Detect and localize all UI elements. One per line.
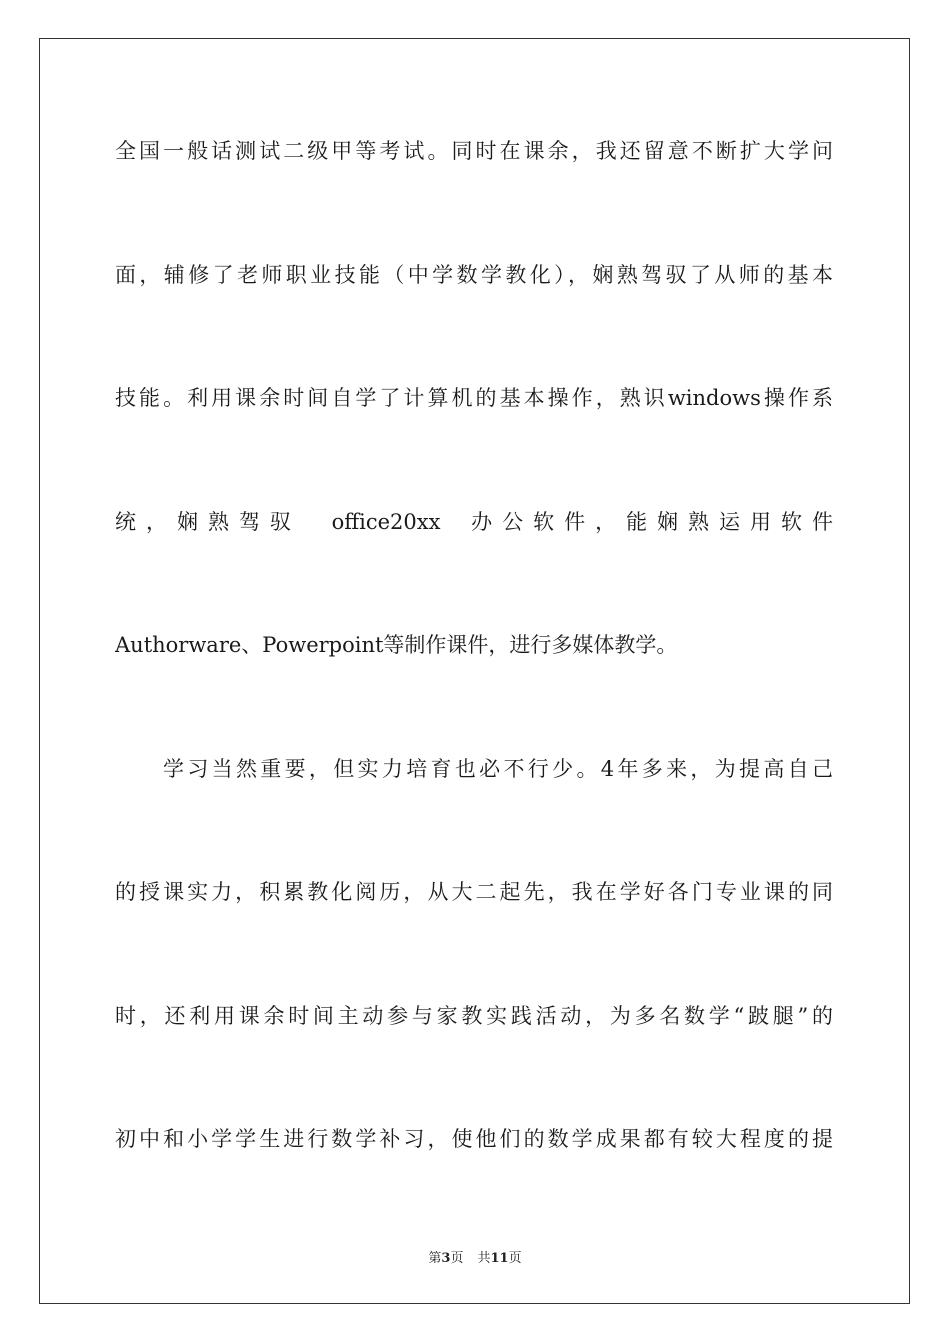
- text-line: 面，辅修了老师职业技能（中学数学教化），娴熟驾驭了从师的基本: [115, 262, 833, 287]
- text-line: 统，娴熟驾驭 office20xx 办公软件，能娴熟运用软件: [115, 509, 833, 534]
- text-line: 技能。利用课余时间自学了计算机的基本操作，熟识windows操作系: [115, 386, 833, 410]
- text-line: 初中和小学学生进行数学补习，使他们的数学成果都有较大程度的提: [115, 1127, 833, 1151]
- page-suffix: 页: [450, 1251, 464, 1266]
- total-pages: 11: [490, 1251, 509, 1266]
- total-prefix: 共: [477, 1251, 491, 1266]
- text-line: 的授课实力，积累教化阅历，从大二起先，我在学好各门专业课的同: [115, 880, 833, 904]
- page-prefix: 第: [428, 1251, 442, 1266]
- paragraph-first-line: 学习当然重要，但实力培育也必不行少。4年多来，为提高自己: [163, 756, 833, 781]
- text-line: Authorware、Powerpoint等制作课件，进行多媒体教学。: [115, 633, 678, 657]
- page-footer: [0, 1247, 950, 1266]
- total-suffix: 页: [508, 1251, 522, 1266]
- text-line: 时，还利用课余时间主动参与家教实践活动，为多名数学“跛腿”的: [115, 1003, 833, 1028]
- text-line: 全国一般话测试二级甲等考试。同时在课余，我还留意不断扩大学问: [115, 139, 833, 163]
- page-number: 3: [441, 1251, 451, 1266]
- document-body: [115, 128, 833, 1240]
